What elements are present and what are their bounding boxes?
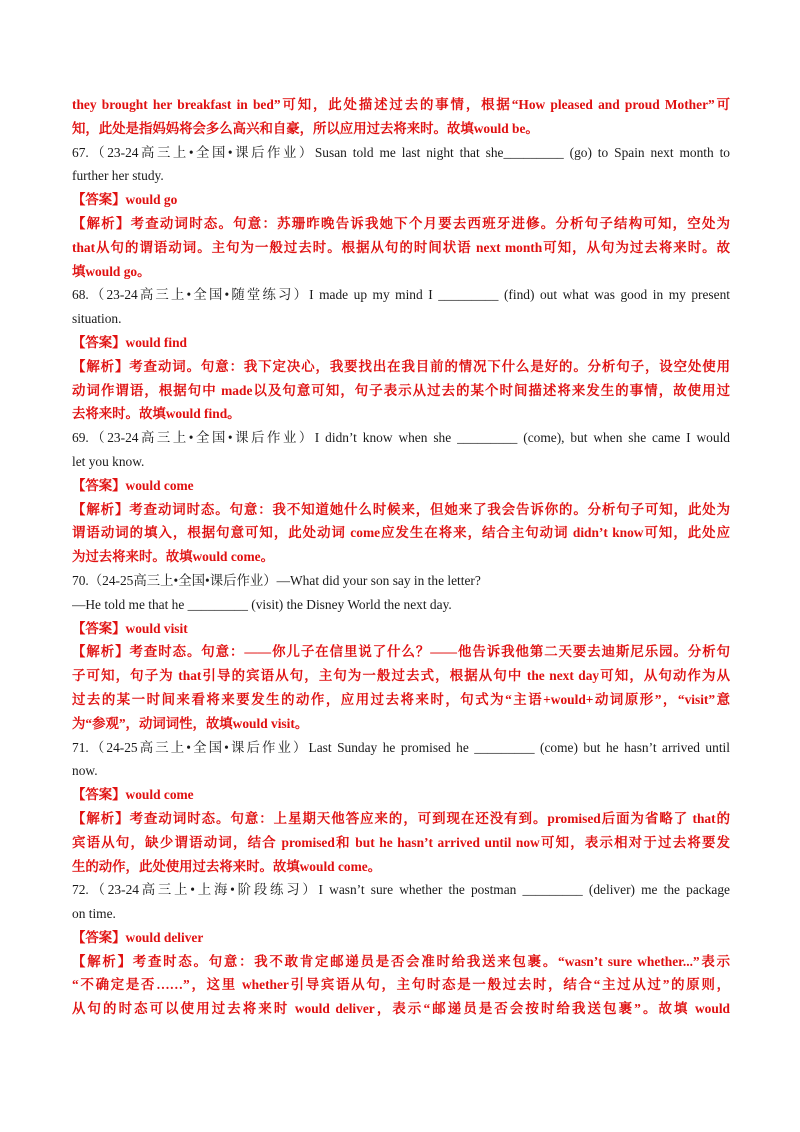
question-text-line: 67.（23-24高三上•全国•课后作业）Susan told me last night that she_________ (go) to Spain next month to [72, 144, 730, 160]
answer-text-line: 填would go。 [72, 263, 151, 279]
answer-text-line: 生的动作，此处使用过去将来时。故填would come。 [72, 858, 382, 874]
answer-text-line: 【解析】考查动词时态。句意：苏珊昨晚告诉我她下个月要去西班牙进修。分析句子结构可知，空处为 [72, 215, 730, 231]
answer-text-line: 【解析】考查动词时态。句意：我不知道她什么时候来，但她来了我会告诉你的。分析句子可知，此处为 [72, 501, 730, 517]
question-text-line: situation. [72, 311, 122, 327]
answer-text-line: 谓语动词的填入，根据句意可知，此处动词 come应发生在将来，结合主句动词 didn’t know可知，此处应 [72, 525, 730, 541]
answer-text-line: 【答案】would go [72, 192, 178, 208]
answer-text-line: 过去的某一时间来看将来要发生的动作，应用过去将来时，句式为“主语+would+动词原形”，“visit”意 [72, 691, 730, 707]
question-text-line: 68.（23-24高三上•全国•随堂练习）I made up my mind I _________ (find) out what was good in my present [72, 287, 730, 303]
question-text-line: let you know. [72, 453, 145, 469]
question-text-line: 69.（23-24高三上•全国•课后作业）I didn’t know when she _________ (come), but when she came I would [72, 430, 730, 446]
answer-text-line: 【答案】would come [72, 477, 194, 493]
question-text-line: —He told me that he _________ (visit) the Disney World the next day. [72, 596, 452, 612]
answer-text-line: 知，此处是指妈妈将会多么高兴和自豪，所以应用过去将来时。故填would be。 [72, 120, 539, 136]
document-page [72, 93, 730, 1021]
answer-text-line: 从句的时态可以使用过去将来时 would deliver，表示“邮递员是否会按时给我送包裹”。故填 would [72, 1001, 730, 1017]
question-text-line: 71.（24-25高三上•全国•课后作业）Last Sunday he promised he _________ (come) but he hasn’t arrived until [72, 739, 730, 755]
answer-text-line: 【答案】would visit [72, 620, 188, 636]
answer-text-line: 【解析】考查时态。句意：——你儿子在信里说了什么？——他告诉我他第二天要去迪斯尼乐园。分析句 [72, 644, 730, 660]
question-text-line: 72.（23-24高三上•上海•阶段练习）I wasn’t sure whether the postman _________ (deliver) me the package [72, 882, 730, 898]
answer-text-line: 【答案】would come [72, 787, 194, 803]
answer-text-line: 【答案】would deliver [72, 929, 204, 945]
answer-text-line: 动词作谓语，根据句中 made以及句意可知，句子表示从过去的某个时间描述将来发生的事情，故使用过 [72, 382, 730, 398]
answer-text-line: 【解析】考查动词时态。句意：上星期天他答应来的，可到现在还没有到。promised后面为省略了 that的 [72, 810, 730, 826]
answer-text-line: 【解析】考查动词。句意：我下定决心，我要找出在我目前的情况下什么是好的。分析句子，设空处使用 [72, 358, 730, 374]
question-text-line: on time. [72, 906, 116, 922]
answer-text-line: 去将来时。故填would find。 [72, 406, 241, 422]
answer-text-line: 子可知，句子为 that引导的宾语从句，主句为一般过去式，根据从句中 the next day可知，从句动作为从 [72, 668, 730, 684]
answer-text-line: that从句的谓语动词。主句为一般过去时。根据从句的时间状语 next month可知，从句为过去将来时。故 [72, 239, 730, 255]
answer-text-line: 宾语从句，缺少谓语动词，结合 promised和 but he hasn’t arrived until now可知，表示相对于过去将要发 [72, 834, 730, 850]
question-text-line: 70.（24-25高三上•全国•课后作业）—What did your son say in the letter? [72, 572, 481, 588]
answer-text-line: 【解析】考查时态。句意：我不敢肯定邮递员是否会准时给我送来包裹。“wasn’t sure whether...”表示 [72, 953, 730, 969]
answer-text-line: “不确定是否……”，这里 whether引导宾语从句，主句时态是一般过去时，结合“主过从过”的原则， [72, 977, 730, 993]
answer-text-line: 为“参观”，动词词性，故填would visit。 [72, 715, 309, 731]
question-text-line: further her study. [72, 168, 164, 184]
question-text-line: now. [72, 763, 98, 779]
answer-text-line: 【答案】would find [72, 334, 187, 350]
answer-text-line: they brought her breakfast in bed”可知，此处描述过去的事情，根据“How pleased and proud Mother”可 [72, 97, 730, 112]
answer-text-line: 为过去将来时。故填would come。 [72, 549, 274, 565]
